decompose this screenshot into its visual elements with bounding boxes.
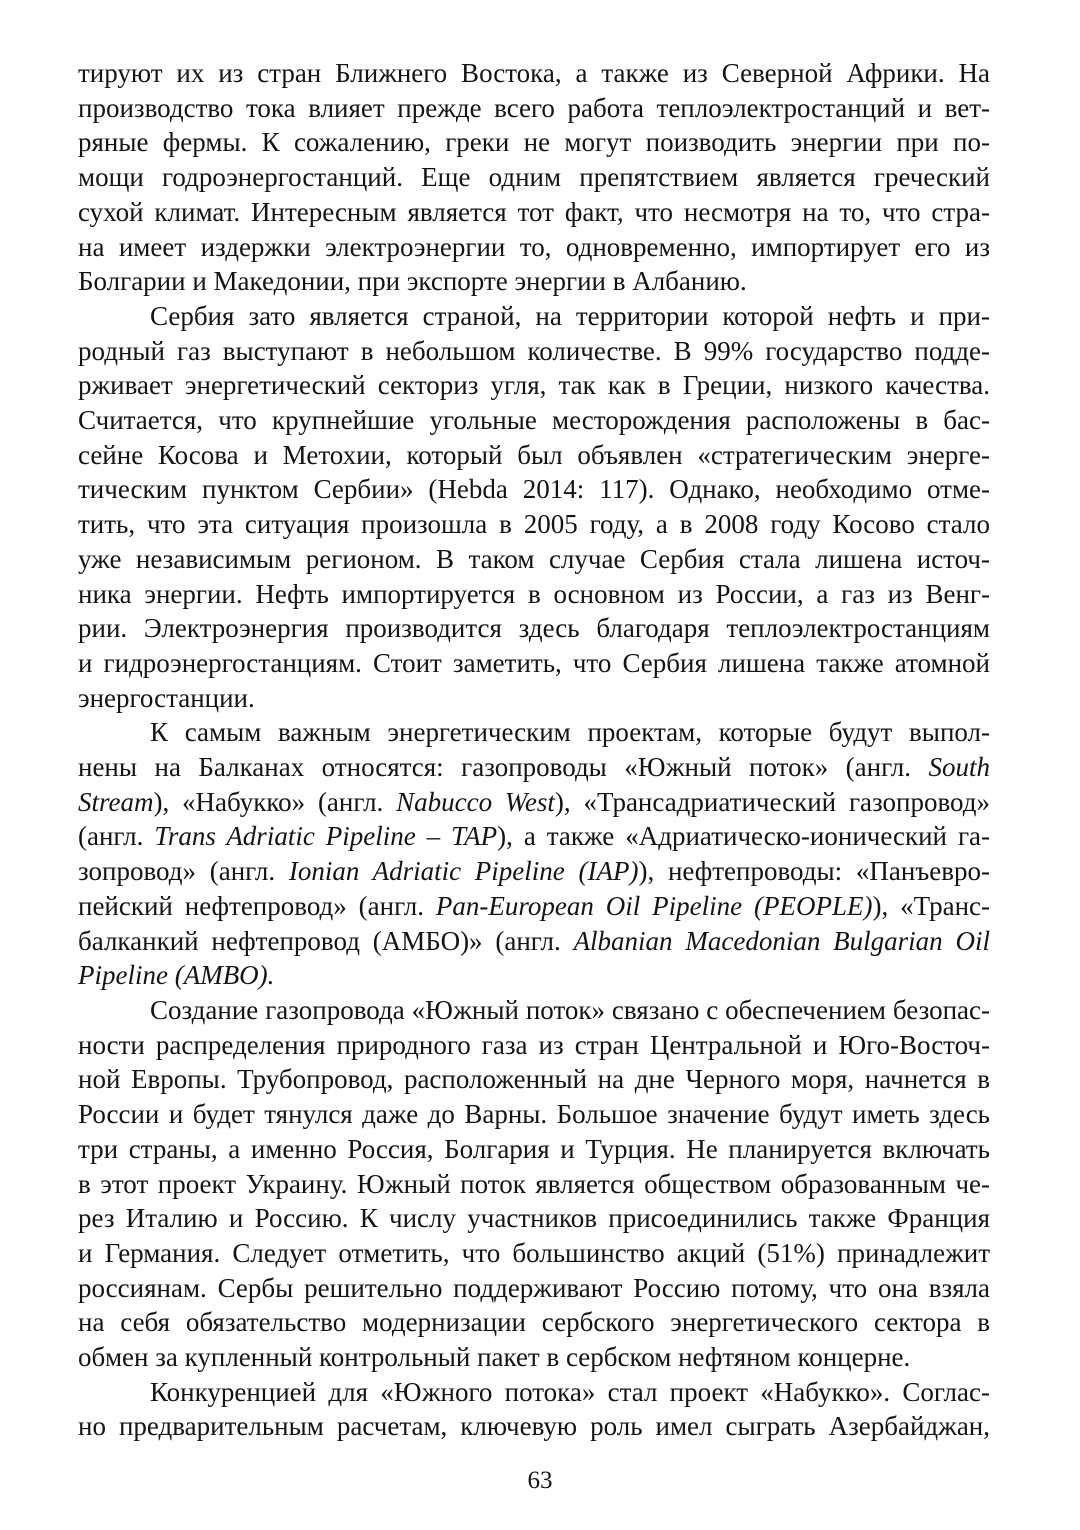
text-run: рез Италию и Россию. К числу участников присоединились также Франция	[78, 1203, 990, 1234]
paragraph-2-line	[78, 681, 990, 716]
text-run: ), а также «Адриатическо-ионический га-	[497, 821, 990, 852]
paragraph-1-line	[78, 91, 990, 126]
text-run: сухой климат. Интересным является тот факт, что несмотря на то, что стра-	[78, 196, 990, 227]
paragraph-1-line	[78, 195, 990, 230]
italic-term: Trans Adriatic Pipeline – TAP	[154, 821, 498, 852]
paragraph-4-line	[78, 1167, 990, 1202]
italic-term: Stream	[78, 786, 154, 817]
text-run: зопровод» (англ.	[78, 856, 289, 887]
text-run: ряные фермы. К сожалению, греки не могут поизводить энергии при по-	[78, 127, 990, 158]
italic-term: Pan-European Oil Pipeline (PEOPLE)	[435, 890, 873, 921]
text-run: тируют их из стран Ближнего Востока, а также из Северной Африки. На	[78, 58, 990, 88]
text-run: К самым важным энергетическим проектам, которые будут выпол-	[150, 717, 990, 748]
paragraph-4-line	[78, 1340, 990, 1375]
paragraph-4-line	[78, 1028, 990, 1063]
text-run: ности распределения природного газа из стран Центральной и Юго-Восточ-	[78, 1029, 990, 1060]
text-run: рии. Электроэнергия производится здесь благодаря теплоэлектростанциям	[78, 613, 990, 644]
paragraph-3-line	[78, 819, 990, 854]
paragraph-2-line	[78, 403, 990, 438]
paragraph-1-line	[78, 160, 990, 195]
text-run: ной Европы. Трубопровод, расположенный на дне Черного моря, начнется в	[78, 1064, 990, 1095]
text-run: производство тока влияет прежде всего работа теплоэлектростанций и вет-	[78, 92, 990, 123]
paragraph-2-line	[78, 542, 990, 577]
text-run: Конкуренцией для «Южного потока» стал проект «Набукко». Соглас-	[150, 1376, 990, 1407]
text-run: тить, что эта ситуация произошла в 2005 году, а в 2008 году Косово стало	[78, 509, 990, 540]
paragraph-2-line	[78, 438, 990, 473]
text-run: (англ.	[78, 821, 155, 852]
paragraph-3-line	[78, 924, 990, 959]
paragraph-2-line	[78, 646, 990, 681]
italic-term: Albanian Macedonian Bulgarian Oil	[573, 925, 990, 956]
text-run: ), нефтепроводы: «Панъевро-	[638, 856, 990, 887]
paragraph-2-line	[78, 507, 990, 542]
paragraph-3-line	[78, 715, 990, 750]
page-number: 63	[527, 1467, 553, 1494]
paragraph-2-line	[78, 334, 990, 369]
text-run: но предварительным расчетам, ключевую роль имел сыграть Азербайджан,	[78, 1411, 990, 1442]
body-text	[78, 56, 990, 1444]
paragraph-4-line	[78, 1097, 990, 1132]
text-run: нены на Балканах относятся: газопроводы «Южный поток» (англ.	[78, 752, 929, 783]
paragraph-3-line	[78, 958, 990, 993]
text-run: на себя обязательство модернизации сербского энергетического сектора в	[78, 1307, 990, 1338]
text-run: Создание газопровода «Южный поток» связано с обеспечением безопас-	[150, 994, 990, 1025]
italic-term: Ionian Adriatic Pipeline (IAP)	[288, 856, 639, 887]
text-run: сейне Косова и Метохии, который был объявлен «стратегическим энерге-	[78, 439, 990, 470]
text-run: Болгарии и Македонии, при экспорте энергии в Албанию.	[78, 266, 747, 297]
paragraph-1-line	[78, 125, 990, 160]
italic-term: South	[928, 752, 990, 783]
text-run: ), «Транс-	[872, 890, 991, 921]
paragraph-4-line	[78, 1132, 990, 1167]
text-run: ), «Набукко» (англ.	[153, 786, 397, 817]
text-run: Считается, что крупнейшие угольные месторождения расположены в бас-	[78, 405, 990, 436]
text-run: и Германия. Следует отметить, что большинство акций (51%) принадлежит	[78, 1237, 990, 1268]
text-run: пейский нефтепровод» (англ.	[78, 890, 436, 921]
paragraph-3-line	[78, 785, 990, 820]
paragraph-3-line	[78, 750, 990, 785]
text-run: ника энергии. Нефть импортируется в основном из России, а газ из Венг-	[78, 578, 990, 609]
paragraph-4-line	[78, 993, 990, 1028]
paragraph-2-line	[78, 299, 990, 334]
text-run: родный газ выступают в небольшом количестве. В 99% государство подде-	[78, 335, 990, 366]
paragraph-1-line	[78, 56, 990, 91]
paragraph-4-line	[78, 1271, 990, 1306]
text-run: мощи годроэнергостанций. Еще одним препятствием является греческий	[78, 162, 990, 193]
text-run: и гидроэнергостанциям. Стоит заметить, что Сербия лишена также атомной	[78, 647, 990, 678]
text-run: России и будет тянулся даже до Варны. Большое значение будут иметь здесь	[78, 1099, 990, 1130]
paragraph-2-line	[78, 368, 990, 403]
text-run: на имеет издержки электроэнергии то, одновременно, импортирует его из	[78, 231, 990, 262]
paragraph-4-line	[78, 1201, 990, 1236]
paragraph-3-line	[78, 854, 990, 889]
text-run: ), «Трансадриатический газопровод»	[554, 786, 990, 817]
paragraph-2-line	[78, 472, 990, 507]
text-run: тическим пунктом Сербии» (Hebda 2014: 117). Однако, необходимо отме-	[78, 474, 990, 505]
paragraph-5-line	[78, 1375, 990, 1410]
text-run: балканкий нефтепровод (АМБО)» (англ.	[78, 925, 574, 956]
paragraph-5-line	[78, 1409, 990, 1444]
paragraph-4-line	[78, 1305, 990, 1340]
italic-term: Pipeline (AMBO).	[78, 960, 275, 991]
text-run: уже независимым регионом. В таком случае Сербия стала лишена источ-	[78, 543, 990, 574]
italic-term: Nabucco West	[396, 786, 555, 817]
paragraph-4-line	[78, 1236, 990, 1271]
paragraph-3-line	[78, 889, 990, 924]
text-run: в этот проект Украину. Южный поток является обществом образованным че-	[78, 1168, 990, 1199]
paragraph-2-line	[78, 577, 990, 612]
text-run: энергостанции.	[78, 682, 255, 713]
text-run: рживает энергетический секториз угля, так как в Греции, низкого качества.	[78, 370, 990, 401]
paragraph-1-line	[78, 264, 990, 299]
text-run: россиянам. Сербы решительно поддерживают Россию потому, что она взяла	[78, 1272, 990, 1303]
text-run: три страны, а именно Россия, Болгария и Турция. Не планируется включать	[78, 1133, 990, 1164]
paragraph-1-line	[78, 230, 990, 265]
text-run: обмен за купленный контрольный пакет в сербском нефтяном концерне.	[78, 1342, 911, 1373]
paragraph-4-line	[78, 1062, 990, 1097]
paragraph-2-line	[78, 611, 990, 646]
text-run: Сербия зато является страной, на территории которой нефть и при-	[150, 300, 990, 331]
